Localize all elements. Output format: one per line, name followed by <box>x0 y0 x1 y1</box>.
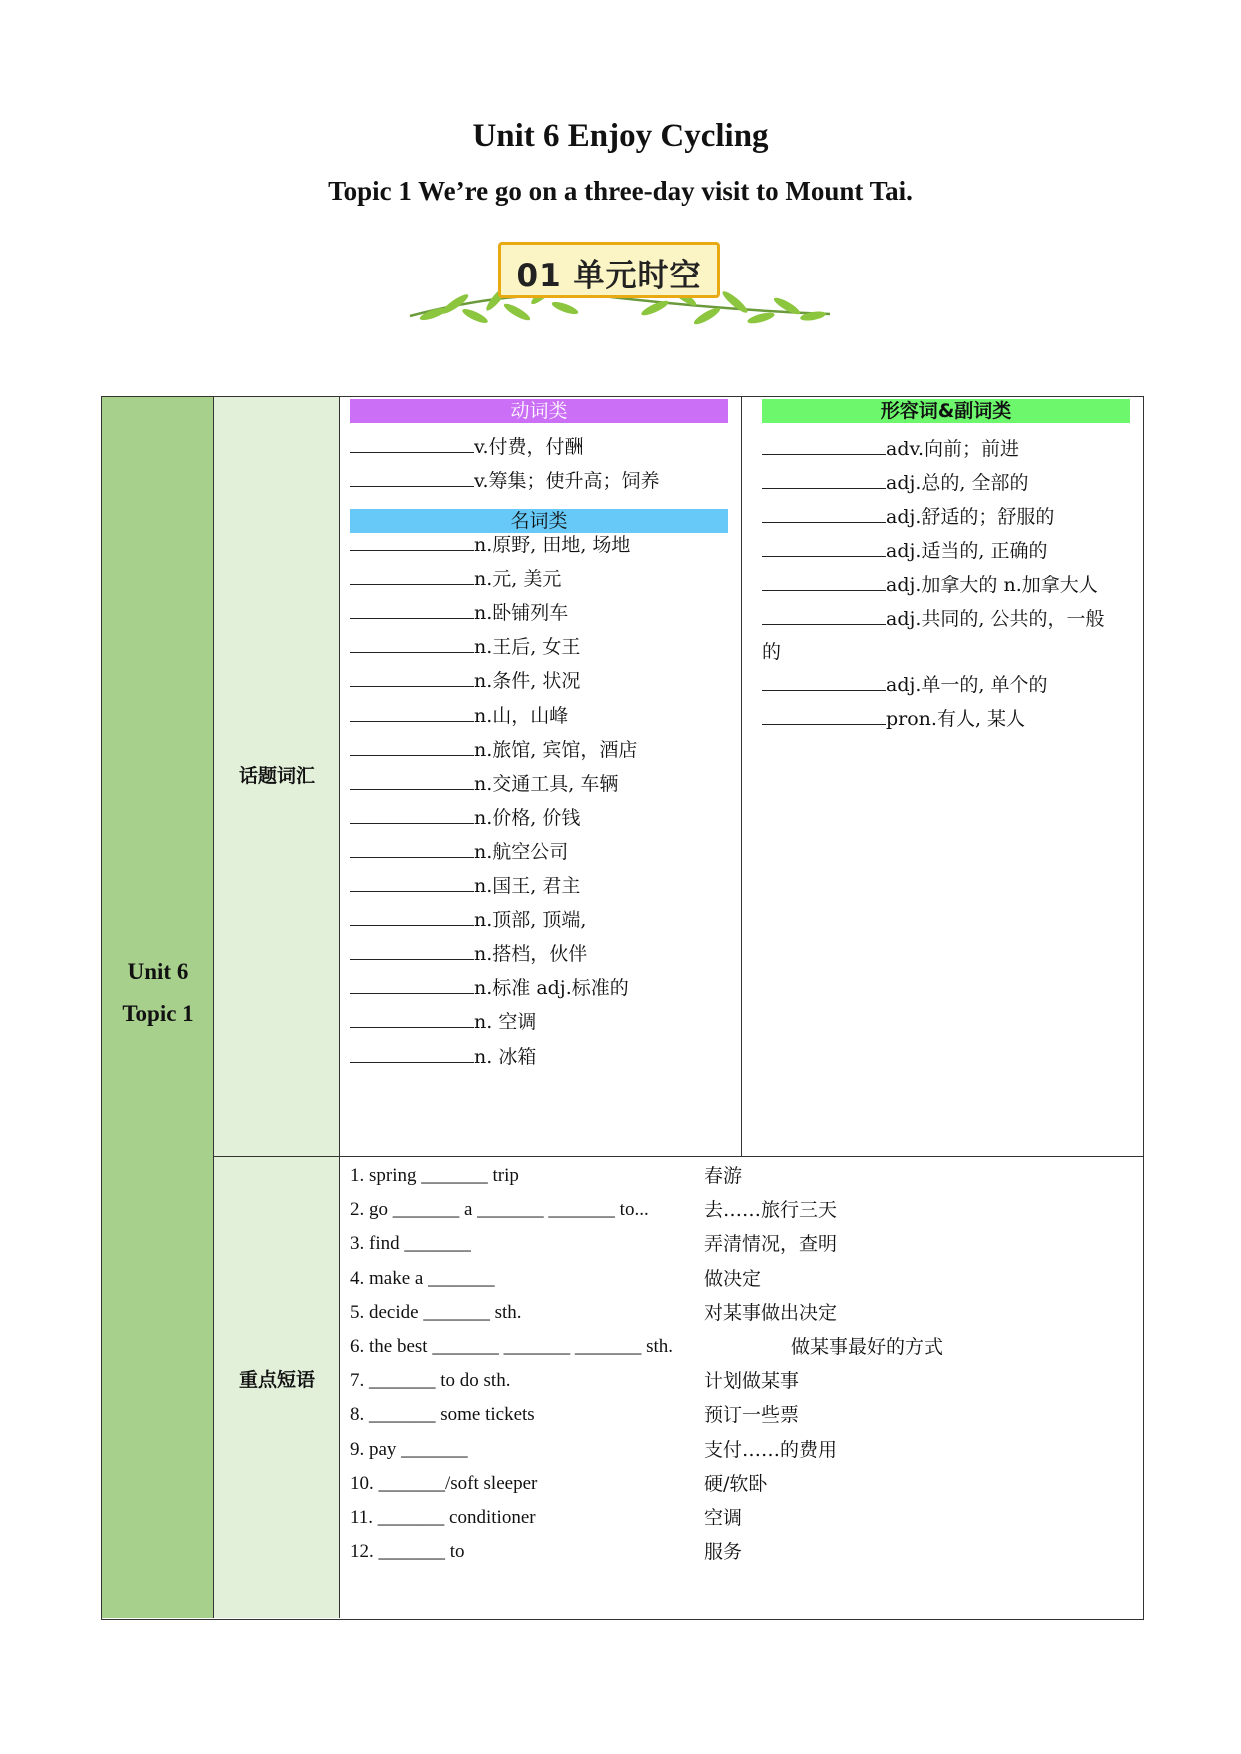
vocab-item <box>350 738 637 762</box>
answer-blank[interactable] <box>762 607 886 625</box>
answer-blank[interactable] <box>350 806 474 824</box>
vocab-item <box>762 539 1048 563</box>
phrase-row <box>350 1266 1140 1296</box>
phrase-chinese: 服务 <box>704 1541 743 1564</box>
vocab-item <box>350 1045 536 1069</box>
answer-blank[interactable] <box>350 738 474 756</box>
phrase-chinese: 弄清情况，查明 <box>704 1233 838 1256</box>
vocab-definition: n.搭档，伙伴 <box>474 943 588 966</box>
vocab-definition: n.王后, 女王 <box>474 636 581 659</box>
vocab-definition: n. 冰箱 <box>474 1045 537 1068</box>
answer-blank[interactable] <box>762 505 886 523</box>
vocab-left-column <box>340 397 742 1157</box>
phrase-english[interactable]: 1. spring _______ trip <box>350 1165 519 1186</box>
phrase-row <box>350 1163 1140 1193</box>
phrase-row <box>350 1402 1140 1432</box>
nouns-heading: 名词类 <box>350 509 728 533</box>
vocab-item <box>350 469 660 493</box>
phrase-english[interactable]: 10. _______/soft sleeper <box>350 1472 538 1494</box>
answer-blank[interactable] <box>350 908 474 926</box>
phrase-english[interactable]: 9. pay _______ <box>350 1438 468 1460</box>
vocab-item <box>350 567 561 591</box>
phrase-chinese: 支付……的费用 <box>704 1438 838 1461</box>
vocab-item <box>762 573 1098 597</box>
phrase-english[interactable]: 8. _______ some tickets <box>350 1404 535 1426</box>
phrase-english[interactable]: 12. _______ to <box>350 1541 465 1563</box>
vocab-definition: n.条件, 状况 <box>474 670 581 693</box>
category-label: 重点短语 <box>238 1369 315 1391</box>
vocab-definition: n. 空调 <box>474 1011 537 1034</box>
phrases-list <box>340 1157 1143 1618</box>
vocab-item <box>350 669 580 693</box>
vocab-definition: n.航空公司 <box>474 840 569 863</box>
unit-column <box>102 397 214 1618</box>
vocab-definition: v.付费，付酬 <box>474 436 584 458</box>
answer-blank[interactable] <box>350 942 474 960</box>
phrase-chinese: 对某事做出决定 <box>704 1301 838 1324</box>
vocab-definition: adj.适当的, 正确的 <box>886 540 1048 562</box>
answer-blank[interactable] <box>350 435 474 453</box>
phrase-chinese: 空调 <box>704 1507 743 1529</box>
vocab-item <box>762 505 1054 529</box>
vocab-definition: n.顶部, 顶端, <box>474 909 587 932</box>
vocab-definition: adj.单一的, 单个的 <box>886 674 1048 696</box>
section-banner <box>405 236 835 338</box>
adj-adv-heading: 形容词&副词类 <box>762 399 1130 423</box>
phrase-english[interactable]: 11. _______ conditioner <box>350 1507 536 1528</box>
phrase-chinese: 做某事最好的方式 <box>791 1336 944 1358</box>
phrase-english[interactable]: 5. decide _______ sth. <box>350 1301 522 1323</box>
vocab-item <box>350 942 587 966</box>
banner-text: 01 单元时空 <box>516 258 702 294</box>
answer-blank[interactable] <box>350 772 474 790</box>
phrase-row <box>350 1197 1140 1227</box>
phrase-row <box>350 1300 1140 1330</box>
phrase-english[interactable]: 6. the best _______ _______ _______ sth. <box>350 1336 673 1357</box>
phrase-english[interactable]: 3. find _______ <box>350 1233 471 1255</box>
vocab-definition: adj.舒适的；舒服的 <box>886 506 1055 528</box>
vocab-definition: n.标准 adj.标准的 <box>474 977 629 1000</box>
phrase-chinese: 计划做某事 <box>704 1370 800 1393</box>
vocab-item <box>350 635 580 659</box>
answer-blank[interactable] <box>350 1010 474 1028</box>
phrase-row <box>350 1539 1140 1569</box>
phrase-row <box>350 1505 1140 1535</box>
answer-blank[interactable] <box>350 669 474 687</box>
page-subtitle: Topic 1 We’re go on a three-day visit to Mount Tai. <box>328 176 913 206</box>
vocab-item <box>350 874 580 898</box>
phrase-chinese: 预订一些票 <box>704 1404 800 1427</box>
vocab-item <box>762 607 1105 631</box>
answer-blank[interactable] <box>762 471 886 489</box>
vocab-definition: adj.共同的, 公共的，一般 <box>886 608 1105 630</box>
vocab-definition: n.山，山峰 <box>474 704 569 727</box>
vocab-item <box>350 908 586 932</box>
phrase-row <box>350 1471 1140 1501</box>
vocab-item <box>350 704 568 728</box>
answer-blank[interactable] <box>762 437 886 455</box>
vocab-item <box>762 471 1029 495</box>
vocab-item <box>762 673 1048 697</box>
vocab-definition: n.卧铺列车 <box>474 602 569 625</box>
phrase-row <box>350 1231 1140 1261</box>
vocab-definition: v.筹集；使升高；饲养 <box>474 470 660 492</box>
vocab-right-column <box>742 397 1143 1157</box>
phrase-row <box>350 1334 1140 1364</box>
phrase-english[interactable]: 4. make a _______ <box>350 1267 495 1289</box>
vocab-definition: adj.加拿大的 n.加拿大人 <box>886 574 1098 596</box>
vocab-item <box>350 601 568 625</box>
category-vocab <box>214 397 340 1157</box>
answer-blank[interactable] <box>350 469 474 487</box>
phrase-chinese: 去……旅行三天 <box>704 1199 838 1222</box>
vocab-item <box>762 437 1019 461</box>
vocab-item <box>350 806 580 830</box>
vocab-definition: n.国王, 君主 <box>474 875 581 897</box>
answer-blank[interactable] <box>762 707 886 725</box>
phrase-english[interactable]: 2. go _______ a _______ _______ to... <box>350 1199 649 1221</box>
vocab-definition: n.原野, 田地, 场地 <box>474 534 631 556</box>
phrase-row <box>350 1437 1140 1467</box>
vocab-definition-wrap: 的 <box>762 641 782 663</box>
answer-blank[interactable] <box>350 840 474 858</box>
vocab-item <box>350 1010 536 1034</box>
unit-label: Unit 6 <box>127 959 189 984</box>
answer-blank[interactable] <box>762 673 886 691</box>
answer-blank[interactable] <box>762 573 886 591</box>
vocab-item <box>350 533 630 557</box>
vocab-definition: pron.有人, 某人 <box>886 708 1026 730</box>
phrase-chinese: 硬/软卧 <box>704 1472 768 1495</box>
vocab-definition: n.元, 美元 <box>474 568 562 591</box>
vocab-item <box>350 976 629 1000</box>
phrase-english[interactable]: 7. _______ to do sth. <box>350 1370 511 1392</box>
answer-blank[interactable] <box>350 1045 474 1063</box>
answer-blank[interactable] <box>350 976 474 994</box>
phrase-chinese: 做决定 <box>704 1267 762 1290</box>
vocab-definition: adv.向前；前进 <box>886 438 1020 460</box>
category-phrases <box>214 1157 340 1618</box>
vocab-item <box>350 840 568 864</box>
vocab-definition: adj.总的, 全部的 <box>886 472 1029 494</box>
phrase-row <box>350 1368 1140 1398</box>
page-title: Unit 6 Enjoy Cycling <box>472 118 769 154</box>
vocab-item <box>350 772 618 796</box>
phrase-chinese: 春游 <box>704 1165 743 1187</box>
vocab-definition: n.交通工具, 车辆 <box>474 772 619 795</box>
vocabulary-table <box>101 396 1144 1620</box>
verbs-heading: 动词类 <box>350 399 728 423</box>
vocab-definition: n.旅馆, 宾馆，酒店 <box>474 738 638 761</box>
answer-blank[interactable] <box>762 539 886 557</box>
answer-blank[interactable] <box>350 533 474 551</box>
category-label: 话题词汇 <box>238 765 315 787</box>
answer-blank[interactable] <box>350 874 474 892</box>
answer-blank[interactable] <box>350 601 474 619</box>
topic-label: Topic 1 <box>122 1001 194 1026</box>
answer-blank[interactable] <box>350 704 474 722</box>
vocab-definition: n.价格, 价钱 <box>474 806 581 829</box>
vocab-item <box>350 435 584 459</box>
vocab-item <box>762 707 1025 731</box>
answer-blank[interactable] <box>350 567 474 585</box>
answer-blank[interactable] <box>350 635 474 653</box>
